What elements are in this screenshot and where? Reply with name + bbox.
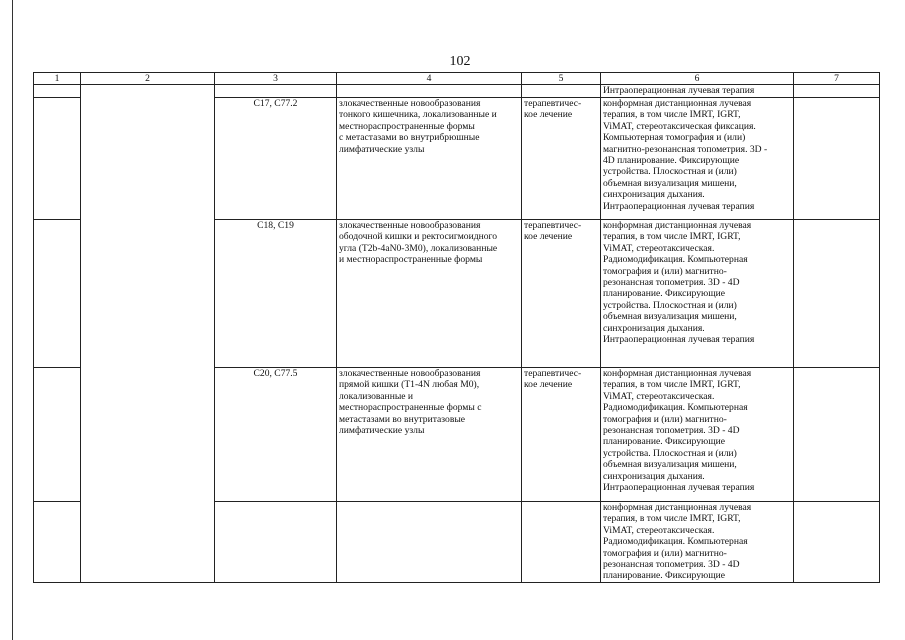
cell-col7	[794, 502, 880, 583]
cell-treatment	[522, 85, 601, 98]
cell-codes: C20, C77.5	[215, 368, 337, 502]
cell-col2	[81, 85, 215, 583]
cell-diagnosis: злокачественные новообразования тонкого кишечника, локализованные и местнораспространенные формы с метастазами во внутрибрюшные лимфатические узлы	[337, 98, 522, 220]
cell-diagnosis	[337, 502, 522, 583]
cell-treatment: терапевтичес- кое лечение	[522, 98, 601, 220]
cell-codes	[215, 502, 337, 583]
scan-margin-line	[12, 0, 13, 640]
column-number-5: 5	[522, 73, 601, 85]
cell-method: конформная дистанционная лучевая терапия, в том числе IMRT, IGRT, ViMAT, стереотаксическая. Радиомодификация. Компьютерная томография и (или) магнитно- резонансная топометрия. 3D - 4D планирование. Фиксирующие устройства. Плоскостная и (или) объемная визуализация мишени, синхронизация дыхания. Интраоперационная лучевая терапия	[601, 220, 794, 368]
page-number: 102	[449, 54, 471, 69]
cell-col1	[34, 98, 81, 220]
cell-col1	[34, 368, 81, 502]
column-number-7: 7	[794, 73, 880, 85]
cell-treatment: терапевтичес- кое лечение	[522, 220, 601, 368]
cell-codes: C17, C77.2	[215, 98, 337, 220]
cell-diagnosis	[337, 85, 522, 98]
cell-treatment: терапевтичес- кое лечение	[522, 368, 601, 502]
cell-col7	[794, 220, 880, 368]
cell-col7	[794, 368, 880, 502]
cell-method: конформная дистанционная лучевая терапия, в том числе IMRT, IGRT, ViMAT, стереотаксическая фиксация. Компьютерная томография и (или) магнитно-резонансная топометрия. 3D - 4D планирование. Фиксирующие устройства. Плоскостная и (или) объемная визуализация мишени, синхронизация дыхания. Интраоперационная лучевая терапия	[601, 98, 794, 220]
cell-diagnosis: злокачественные новообразования ободочной кишки и ректосигмоидного угла (T2b-4aN0-3M0), локализованные и местнораспространенные формы	[337, 220, 522, 368]
column-number-3: 3	[215, 73, 337, 85]
column-number-1: 1	[34, 73, 81, 85]
cell-codes: C18, C19	[215, 220, 337, 368]
continuation-row	[34, 85, 880, 98]
column-number-row	[34, 73, 880, 85]
cell-col1	[34, 220, 81, 368]
cell-col7	[794, 85, 880, 98]
treatment-table	[33, 72, 880, 583]
cell-col1	[34, 85, 81, 98]
cell-col1	[34, 502, 81, 583]
cell-col7	[794, 98, 880, 220]
column-number-4: 4	[337, 73, 522, 85]
cell-diagnosis: злокачественные новообразования прямой кишки (T1-4N любая M0), локализованные и местнораспространенные формы с метастазами во внутритазовые лимфатические узлы	[337, 368, 522, 502]
cell-codes	[215, 85, 337, 98]
cell-method: Интраоперационная лучевая терапия	[601, 85, 794, 98]
cell-method: конформная дистанционная лучевая терапия, в том числе IMRT, IGRT, ViMAT, стереотаксическая. Радиомодификация. Компьютерная томография и (или) магнитно- резонансная топометрия. 3D - 4D планирование. Фиксирующие	[601, 502, 794, 583]
cell-treatment	[522, 502, 601, 583]
cell-method: конформная дистанционная лучевая терапия, в том числе IMRT, IGRT, ViMAT, стереотаксическая. Радиомодификация. Компьютерная томография и (или) магнитно- резонансная топометрия. 3D - 4D планирование. Фиксирующие устройства. Плоскостная и (или) объемная визуализация мишени, синхронизация дыхания. Интраоперационная лучевая терапия	[601, 368, 794, 502]
column-number-2: 2	[81, 73, 215, 85]
column-number-6: 6	[601, 73, 794, 85]
